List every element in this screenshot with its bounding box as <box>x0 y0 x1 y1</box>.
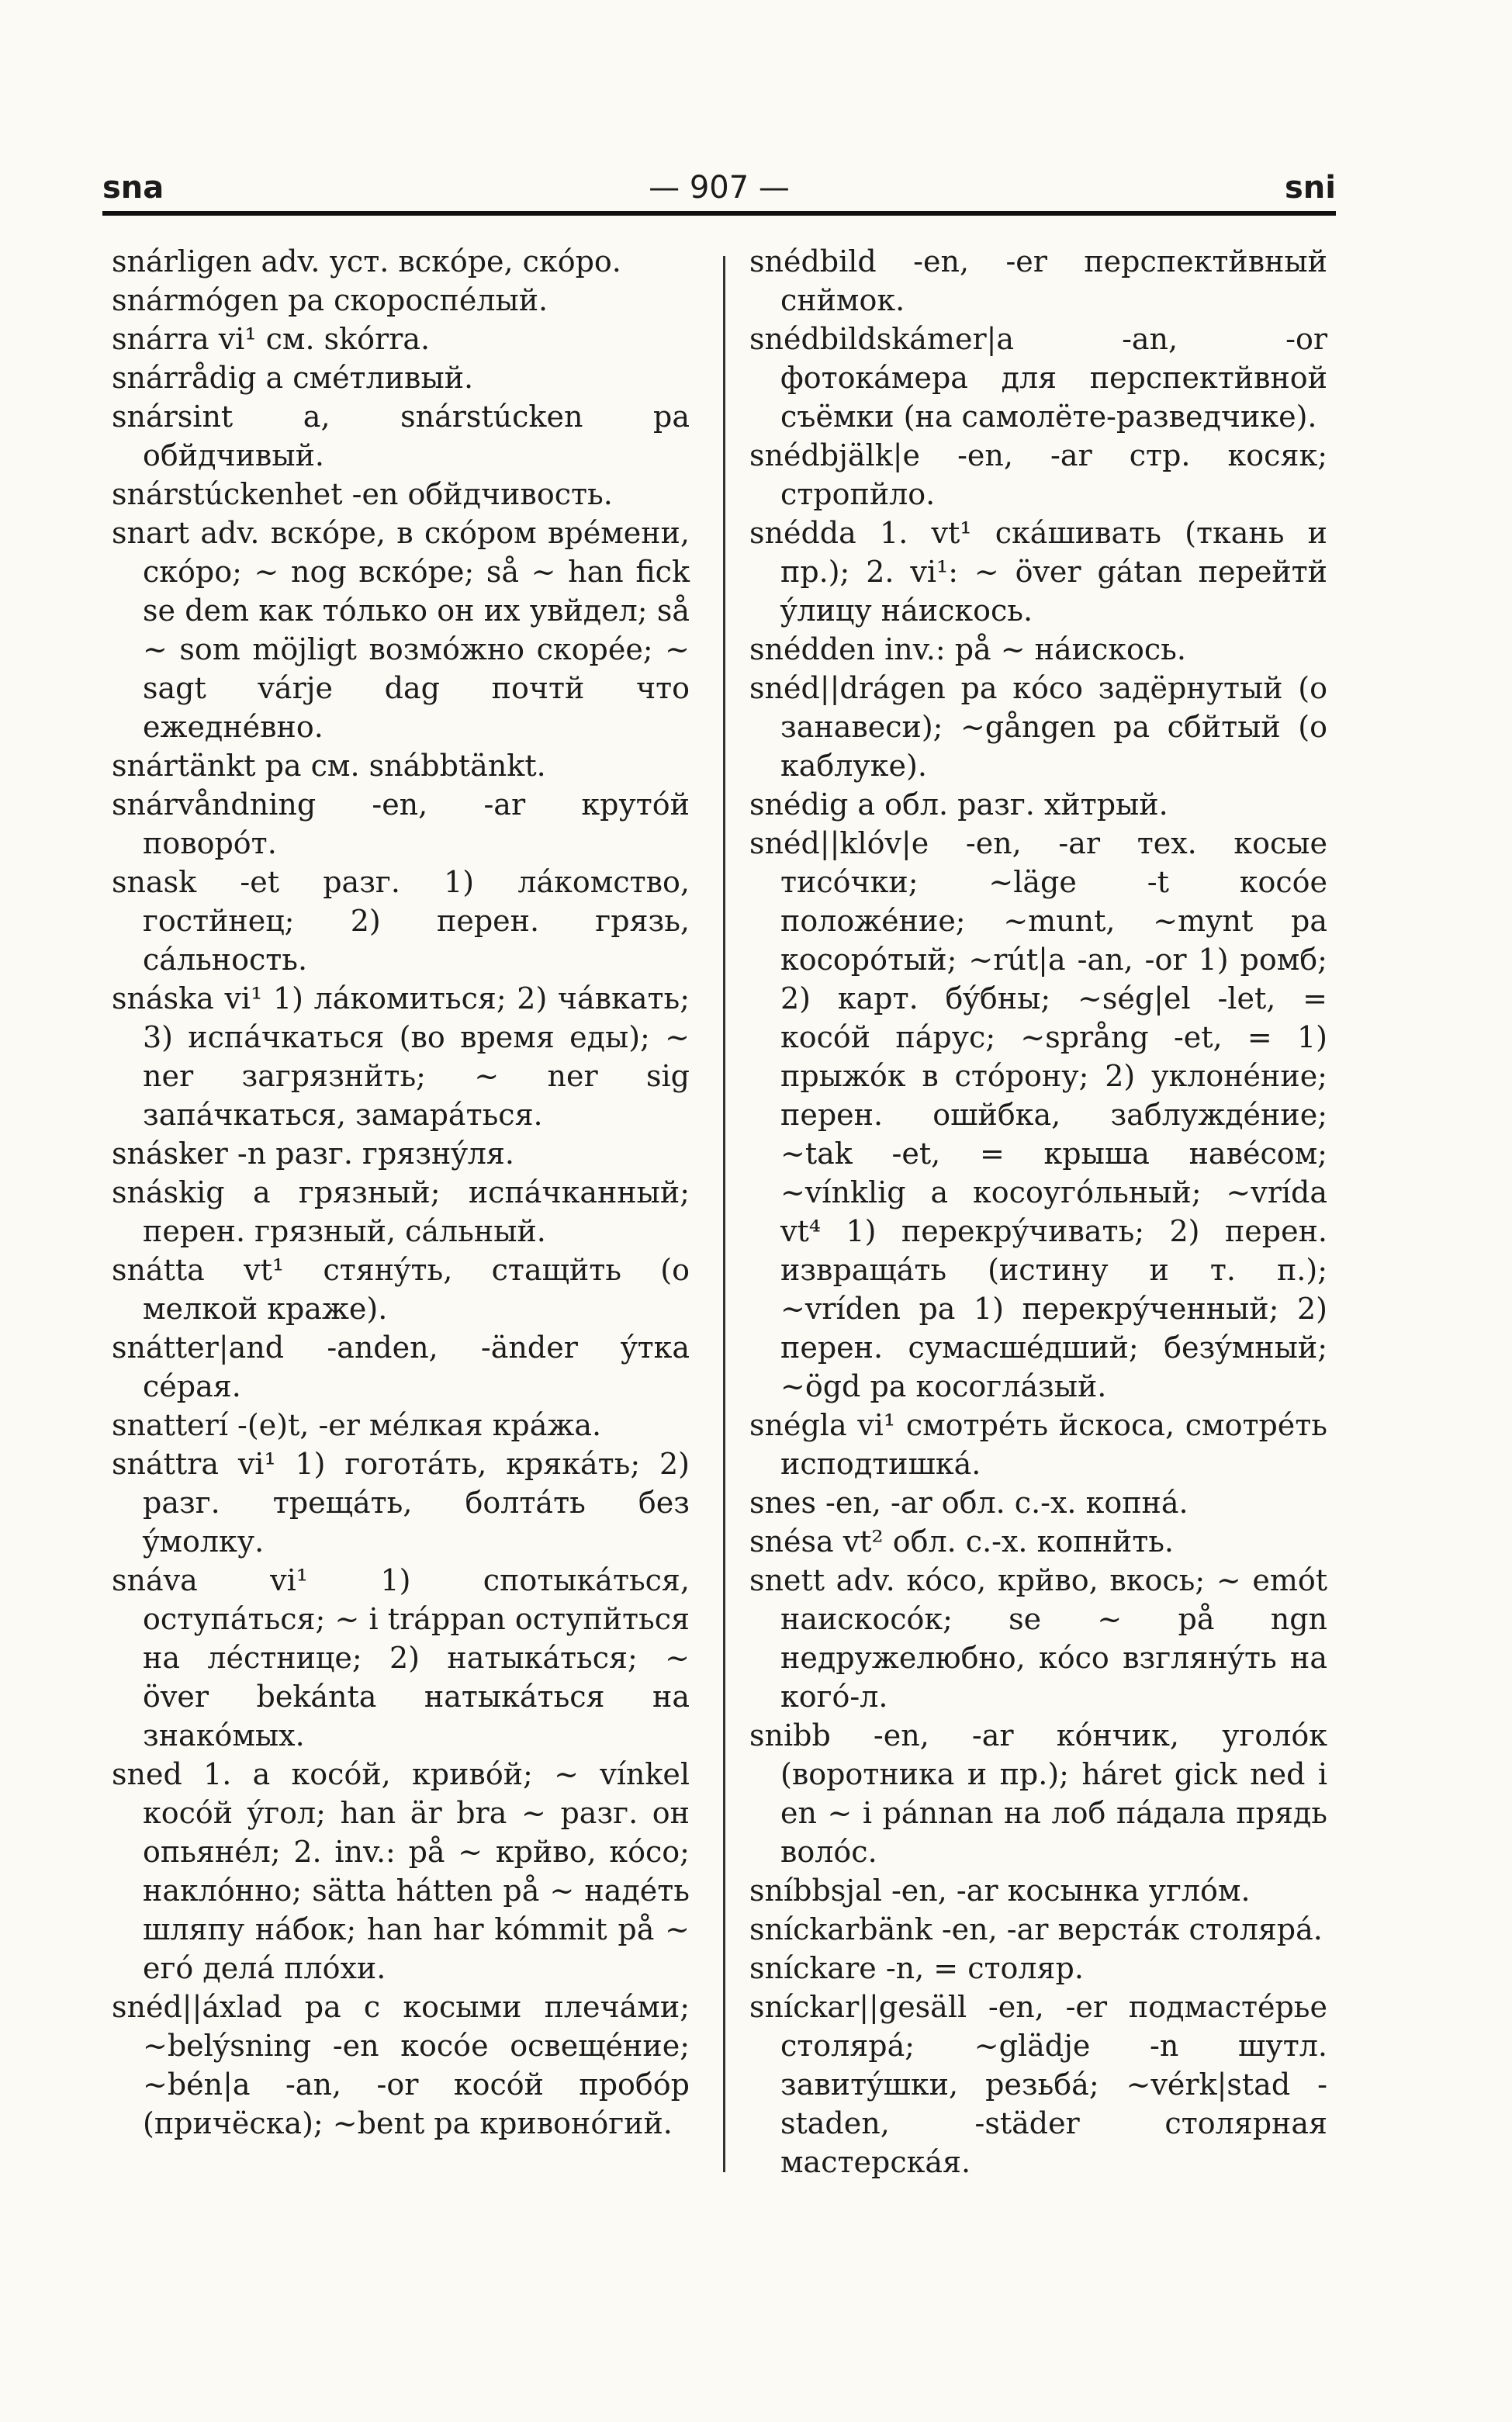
dictionary-entry: snéd||áxlad pa с косыми плечáми; ~belýsning -en косóе освещéние; ~bén|a -an, -or косóй пробóр (причёска); ~bent pa кривонóгий. <box>112 1990 690 2140</box>
dictionary-entry: sníbbsjal -en, -ar косынка углóм. <box>749 1874 1251 1908</box>
dictionary-entry: snáva vi¹ 1) спотыкáться, оступáться; ~ i tráppan оступйться на лéстнице; 2) натыкáться; ~ över bekánta натыкáться на знакóмых. <box>112 1563 690 1752</box>
dictionary-entry: snégla vi¹ смотрéть йскоса, смотрéть исподтишкá. <box>749 1408 1327 1481</box>
header-right-guide-word: sni <box>1285 170 1336 206</box>
dictionary-entry: snédbild -en, -er перспектйвный снймок. <box>749 244 1327 317</box>
dictionary-entry: snátter|and -anden, -änder ýтка сéрая. <box>112 1330 690 1403</box>
dictionary-entry: snármógen pa скороспéлый. <box>112 283 548 317</box>
dictionary-entry: snédbjälk|e -en, -ar стр. косяк; стропйло. <box>749 438 1327 511</box>
dictionary-entry: snéd||klóv|e -en, -ar тех. косые тисóчки; ~läge -t косóе положéние; ~munt, ~mynt pa косорóтый; ~rút|a -an, -or 1) ромб; 2) карт. бýбны; ~ség|el -let, = косóй пáрус; ~språng -et, = 1) прыжóк в стóрону; 2) уклонéние; перен. ошйбка, заблуждéние; ~tak -et, = крыша навéсом; ~vínklig a косоугóльный; ~vrída vt⁴ 1) перекрýчивать; 2) перен. извращáть (истину и т. п.); ~vríden pa 1) перекрýченный; 2) перен. сумасшéдший; безýмный; ~ögd pa косоглáзый. <box>749 826 1327 1403</box>
dictionary-entry: snárvåndning -en, -ar крутóй поворóт. <box>112 787 690 860</box>
dictionary-entry: snéd||drágen pa кóсо задёрнутый (о занавеси); ~gången pa сбйтый (о каблуке). <box>749 671 1327 783</box>
header-rule <box>102 211 1336 216</box>
left-column <box>112 242 690 2143</box>
dictionary-entry: snédig a обл. разг. хйтрый. <box>749 787 1168 822</box>
dictionary-entry: snáska vi¹ 1) лáкомиться; 2) чáвкать; 3) испáчкаться (во время еды); ~ ner загрязнйть; ~ ner sig запáчкаться, замарáться. <box>112 981 690 1132</box>
dictionary-entry: snédda 1. vt¹ скáшивать (ткань и пр.); 2. vi¹: ~ över gátan перейтй ýлицу нáискось. <box>749 516 1327 628</box>
dictionary-entry: snáskig a грязный; испáчканный; перен. грязный, сáльный. <box>112 1175 690 1248</box>
header-left-guide-word: sna <box>102 170 164 206</box>
dictionary-entry: snárra vi¹ см. skórra. <box>112 322 431 356</box>
dictionary-entry: snask -et разг. 1) лáкомство, гостйнец; 2) перен. грязь, сáльность. <box>112 865 690 977</box>
dictionary-entry: snédbildskámer|a -an, -or фотокáмера для перспектйвной съёмки (на самолёте-разведчике). <box>749 322 1327 434</box>
page-number: — 907 — <box>649 170 790 206</box>
dictionary-entry: sníckare -n, = столяр. <box>749 1951 1084 1985</box>
dictionary-entry: snártänkt pa см. snábbtänkt. <box>112 749 546 783</box>
dictionary-entry: snáttra vi¹ 1) гоготáть, крякáть; 2) разг. трещáть, болтáть без ýмолку. <box>112 1447 690 1559</box>
dictionary-entry: snibb -en, -ar кóнчик, уголóк (воротника и пр.); háret gick ned i en ~ i pánnan на лоб пáдала прядь волóс. <box>749 1718 1327 1869</box>
dictionary-entry: snésa vt² обл. с.-х. копнйть. <box>749 1524 1174 1559</box>
dictionary-entry: sníckar||gesäll -en, -er подмастéрье столярá; ~glädje -n шутл. завитýшки, резьбá; ~vérk|stad -staden, -städer столярная мастерскáя. <box>749 1990 1327 2179</box>
dictionary-entry: snátta vt¹ стянýть, стащйть (о мелкой краже). <box>112 1253 690 1326</box>
dictionary-entry: sned 1. a косóй, кривóй; ~ vínkel косóй ýгол; han är bra ~ разг. он опьянéл; 2. inv.: på ~ крйво, кóсо; наклóнно; sätta hátten på ~ надéть шляпу нáбок; han har kómmit på ~ егó делá плóхи. <box>112 1757 690 1985</box>
dictionary-entry: snédden inv.: på ~ нáискось. <box>749 632 1186 666</box>
dictionary-entry: snárstúckenhet -en обйдчивость. <box>112 477 613 511</box>
dictionary-entry: snett adv. кóсо, крйво, вкось; ~ emót наискосóк; se ~ på ngn недружелюбно, кóсо взглянýть на когó-л. <box>749 1563 1327 1714</box>
dictionary-entry: snart adv. вскóре, в скóром врéмени, скóро; ~ nog вскóре; så ~ han fick se dem как тóлько он их увйдел; så ~ som möjligt возмóжно скорéе; ~ sagt várje dag почтй что ежеднéвно. <box>112 516 690 744</box>
column-divider <box>723 256 725 2172</box>
dictionary-entry: snársint a, snárstúcken pa обйдчивый. <box>112 400 690 472</box>
dictionary-entry: snásker -n разг. грязнýля. <box>112 1137 514 1171</box>
dictionary-entry: snárrådig a смéтливый. <box>112 361 474 395</box>
dictionary-entry: sníckarbänk -en, -ar верстáк столярá. <box>749 1912 1323 1946</box>
page-header <box>102 159 1336 213</box>
right-column <box>749 242 1327 2182</box>
dictionary-entry: snatterí -(e)t, -er мéлкая крáжа. <box>112 1408 602 1442</box>
dictionary-entry: snárligen adv. уст. вскóре, скóро. <box>112 244 621 279</box>
dictionary-entry: snes -en, -ar обл. с.-х. копнá. <box>749 1486 1188 1520</box>
